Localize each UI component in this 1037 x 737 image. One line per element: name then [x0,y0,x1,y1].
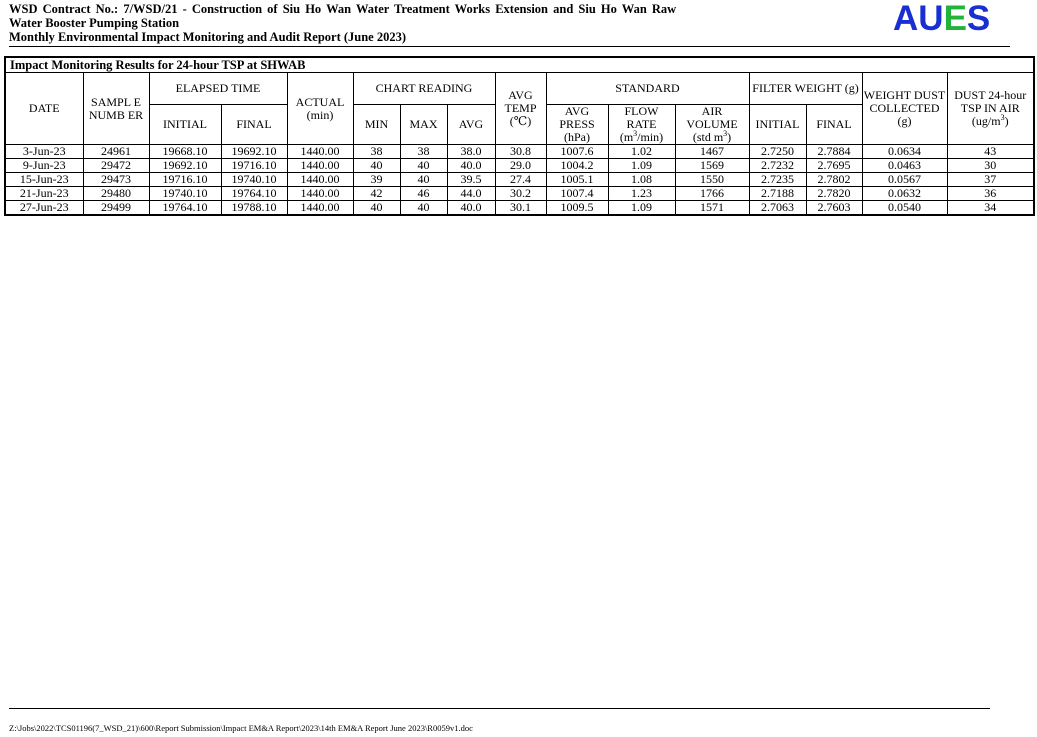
cell-fw-initial: 2.7063 [749,201,806,216]
cell-date: 9-Jun-23 [5,159,83,173]
cell-dust-g: 0.0567 [862,173,947,187]
cell-fw-initial: 2.7232 [749,159,806,173]
cell-cr-max: 40 [400,159,447,173]
cell-volume: 1766 [675,187,749,201]
cell-sample: 29472 [83,159,149,173]
cell-actual: 1440.00 [287,159,353,173]
cell-tsp: 37 [947,173,1034,187]
footer-divider [9,708,990,709]
col-filter-final-header: FINAL [806,105,862,145]
cell-temp: 27.4 [495,173,546,187]
logo-letter-u: U [918,0,944,38]
cell-volume: 1569 [675,159,749,173]
dust-tsp-label: DUST 24-hour TSP IN AIR [954,88,1027,115]
cell-et-initial: 19716.10 [149,173,221,187]
cell-et-initial: 19764.10 [149,201,221,216]
cell-volume: 1467 [675,145,749,159]
cell-press: 1009.5 [546,201,608,216]
cell-tsp: 36 [947,187,1034,201]
cell-flow: 1.23 [608,187,675,201]
col-elapsed-initial-header: INITIAL [149,105,221,145]
cell-dust-g: 0.0540 [862,201,947,216]
cell-cr-avg: 40.0 [447,201,495,216]
cell-press: 1007.4 [546,187,608,201]
cell-dust-g: 0.0463 [862,159,947,173]
col-actual-header: ACTUAL (min) [287,73,353,145]
col-chart-min-header: MIN [353,105,400,145]
col-chart-avg-header: AVG [447,105,495,145]
tsp-results-table-wrapper [4,56,1033,216]
cell-et-final: 19716.10 [221,159,287,173]
cell-cr-avg: 38.0 [447,145,495,159]
cell-et-final: 19692.10 [221,145,287,159]
col-elapsed-final-header: FINAL [221,105,287,145]
col-standard-header: STANDARD [546,73,749,105]
cell-actual: 1440.00 [287,201,353,216]
cell-flow: 1.09 [608,159,675,173]
col-elapsed-time-header: ELAPSED TIME [149,73,287,105]
cell-tsp: 30 [947,159,1034,173]
cell-temp: 29.0 [495,159,546,173]
contract-title: WSD Contract No.: 7/WSD/21 - Construction of Siu Ho Wan Water Treatment Works Extension and Siu Ho Wan Raw [9,2,677,16]
table-row [5,201,1034,216]
cell-et-initial: 19668.10 [149,145,221,159]
table-row [5,145,1034,159]
col-avg-temp-header: AVG TEMP (℃) [495,73,546,145]
cell-et-initial: 19692.10 [149,159,221,173]
cell-cr-avg: 40.0 [447,159,495,173]
logo-letter-e: E [943,0,967,38]
report-header [9,2,869,44]
cell-press: 1007.6 [546,145,608,159]
table-caption: Impact Monitoring Results for 24-hour TSP at SHWAB [5,57,1034,73]
col-sample-number-header: SAMPL E NUMB ER [83,73,149,145]
cell-fw-initial: 2.7235 [749,173,806,187]
cell-fw-final: 2.7695 [806,159,862,173]
cell-fw-initial: 2.7188 [749,187,806,201]
logo-letter-a: A [893,0,919,38]
cell-date: 27-Jun-23 [5,201,83,216]
cell-sample: 29499 [83,201,149,216]
col-filter-weight-header: FILTER WEIGHT (g) [749,73,862,105]
cell-cr-min: 40 [353,201,400,216]
file-path-footer: Z:\Jobs\2022\TCS01196(7_WSD_21)\600\Report Submission\Impact EM&A Report\2023\14th EM&A Report June 2023\R0059v1.doc [9,723,473,733]
cell-volume: 1550 [675,173,749,187]
cell-et-final: 19740.10 [221,173,287,187]
col-air-volume-header: AIR VOLUME (std $m^3$) [675,105,749,145]
cell-fw-final: 2.7802 [806,173,862,187]
cell-cr-min: 40 [353,159,400,173]
cell-cr-min: 39 [353,173,400,187]
cell-fw-final: 2.7820 [806,187,862,201]
cell-actual: 1440.00 [287,187,353,201]
cell-flow: 1.08 [608,173,675,187]
aues-logo [893,0,990,39]
cell-date: 3-Jun-23 [5,145,83,159]
cell-tsp: 43 [947,145,1034,159]
col-weight-dust-header: WEIGHT DUST COLLECTED (g) [862,73,947,145]
cell-date: 21-Jun-23 [5,187,83,201]
cell-actual: 1440.00 [287,145,353,159]
cell-temp: 30.8 [495,145,546,159]
cell-fw-final: 2.7884 [806,145,862,159]
cell-flow: 1.02 [608,145,675,159]
cell-date: 15-Jun-23 [5,173,83,187]
cell-cr-avg: 44.0 [447,187,495,201]
cell-volume: 1571 [675,201,749,216]
dust-tsp-unit: $(ug/m^3)$ [971,113,1009,128]
cell-cr-max: 40 [400,173,447,187]
cell-tsp: 34 [947,201,1034,216]
cell-cr-avg: 39.5 [447,173,495,187]
cell-sample: 29480 [83,187,149,201]
cell-cr-min: 38 [353,145,400,159]
cell-cr-max: 38 [400,145,447,159]
col-filter-initial-header: INITIAL [749,105,806,145]
cell-cr-min: 42 [353,187,400,201]
logo-letter-s: S [966,0,991,38]
contract-title-continued: Water Booster Pumping Station [9,16,180,30]
cell-flow: 1.09 [608,201,675,216]
cell-actual: 1440.00 [287,173,353,187]
cell-dust-g: 0.0634 [862,145,947,159]
cell-cr-max: 46 [400,187,447,201]
cell-temp: 30.2 [495,187,546,201]
col-chart-reading-header: CHART READING [353,73,495,105]
tsp-results-table [4,56,1035,216]
cell-et-final: 19788.10 [221,201,287,216]
col-avg-press-header: AVG PRESS (hPa) [546,105,608,145]
cell-cr-max: 40 [400,201,447,216]
cell-press: 1005.1 [546,173,608,187]
table-row [5,187,1034,201]
cell-press: 1004.2 [546,159,608,173]
cell-et-final: 19764.10 [221,187,287,201]
cell-et-initial: 19740.10 [149,187,221,201]
cell-fw-final: 2.7603 [806,201,862,216]
cell-fw-initial: 2.7250 [749,145,806,159]
header-divider [9,46,1010,47]
col-date-header: DATE [5,73,83,145]
col-dust-tsp-header [947,73,1034,145]
cell-sample: 24961 [83,145,149,159]
cell-temp: 30.1 [495,201,546,216]
col-chart-max-header: MAX [400,105,447,145]
cell-sample: 29473 [83,173,149,187]
report-title: Monthly Environmental Impact Monitoring and Audit Report (June 2023) [9,30,407,44]
cell-dust-g: 0.0632 [862,187,947,201]
table-row [5,159,1034,173]
table-row [5,173,1034,187]
col-flow-rate-header: FLOW RATE $(m^3/\min)$ [608,105,675,145]
